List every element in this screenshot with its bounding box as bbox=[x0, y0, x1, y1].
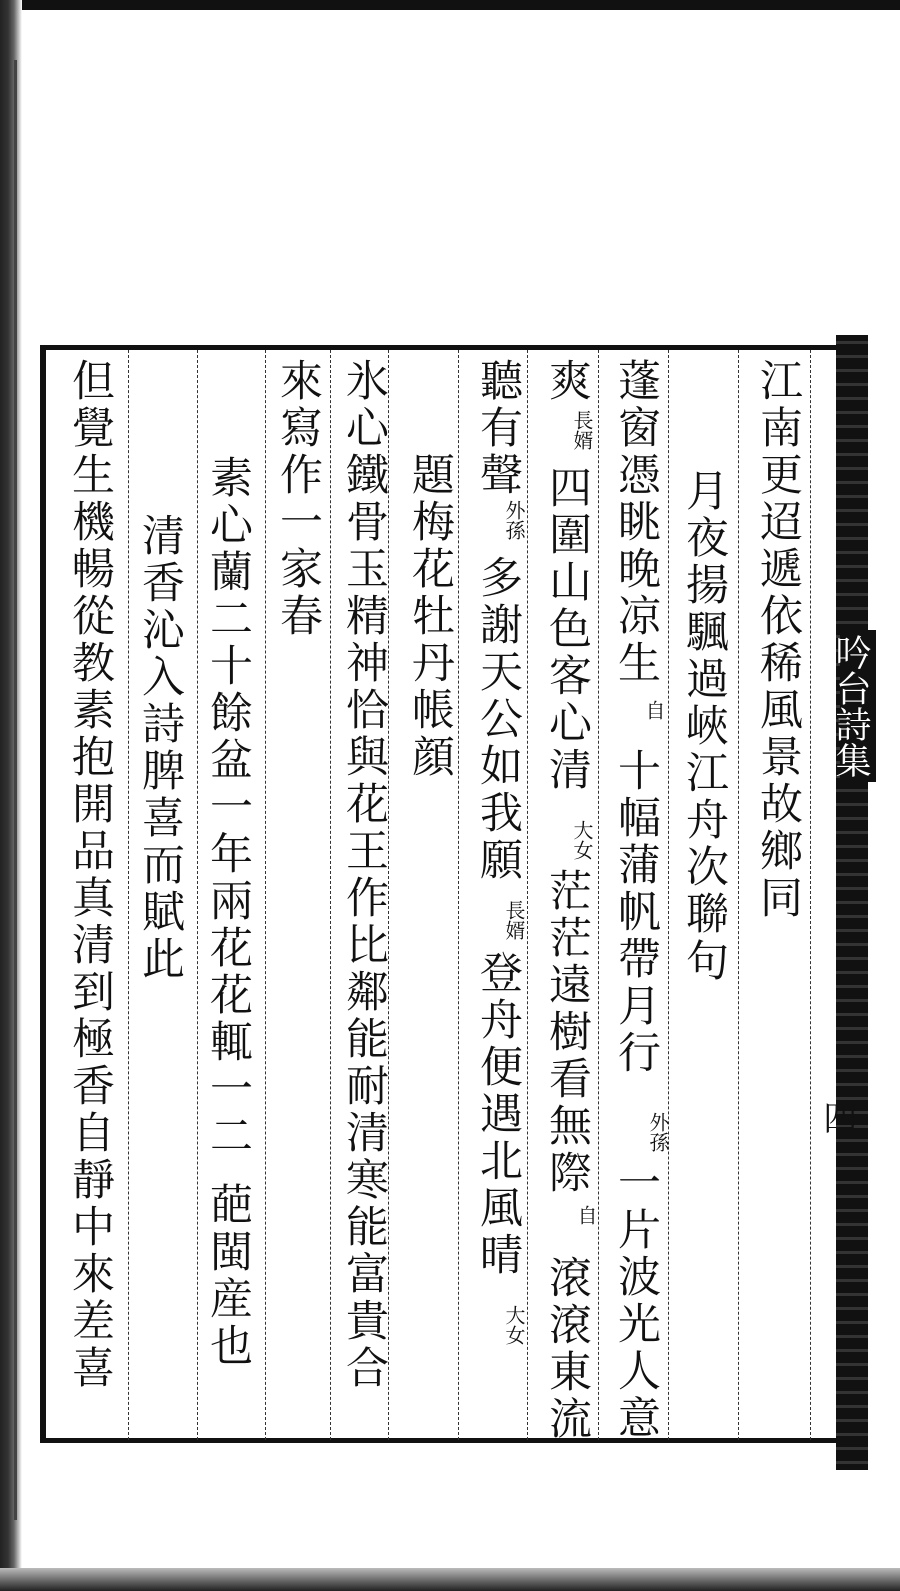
text-column-5a: 聽有聲 bbox=[473, 358, 523, 499]
poem-title-3c: 清香沁入詩脾喜而賦此 bbox=[135, 513, 185, 983]
text-column-1: 江南更迢遞依稀風景故鄉同 bbox=[753, 358, 803, 922]
book-spine bbox=[0, 0, 22, 1591]
column-rule bbox=[458, 350, 459, 1440]
text-column-5c: 登舟便遇北風晴 bbox=[473, 950, 523, 1279]
text-column-4d: 滾滾東流 bbox=[542, 1255, 592, 1443]
page-top-edge bbox=[0, 0, 900, 10]
column-rule bbox=[598, 350, 599, 1440]
text-column-3a: 蓬窗憑眺晚凉生 bbox=[611, 358, 661, 687]
text-column-3c: 一片波光人意 bbox=[611, 1160, 661, 1442]
text-column-4a: 爽 bbox=[542, 358, 592, 405]
spine-line bbox=[14, 60, 17, 1520]
margin-title-tag: 吟台詩集 bbox=[840, 630, 876, 782]
annotation-danv-1: 大女 bbox=[570, 820, 594, 860]
text-column-5b: 多謝天公如我願 bbox=[473, 555, 523, 884]
text-column-4b: 四圍山色客心清 bbox=[542, 465, 592, 794]
annotation-waisun-2: 外孫 bbox=[502, 500, 526, 540]
column-rule bbox=[265, 350, 266, 1440]
poem-title-2: 題梅花牡丹帳顔 bbox=[405, 452, 455, 781]
column-rule bbox=[527, 350, 528, 1440]
poem-title-1: 月夜揚颿過峽江舟次聯句 bbox=[679, 468, 729, 985]
column-rule bbox=[668, 350, 669, 1440]
annotation-waisun-1: 外孫 bbox=[646, 1112, 670, 1152]
annotation-zi-2: 自 bbox=[574, 1205, 598, 1225]
column-rule bbox=[197, 350, 198, 1440]
annotation-zhangxu-2: 長婿 bbox=[502, 900, 526, 940]
text-column-3b: 十幅蒲帆帶月行 bbox=[611, 748, 661, 1077]
text-column-11: 但覺生機暢從教素抱開品真清到極香自靜中來差喜 bbox=[65, 358, 115, 1392]
frame-margin-band bbox=[836, 335, 868, 1470]
column-rule bbox=[810, 350, 811, 1440]
page-bottom-edge bbox=[0, 1568, 900, 1591]
column-rule bbox=[330, 350, 331, 1440]
column-rule bbox=[128, 350, 129, 1440]
annotation-danv-2: 大女 bbox=[502, 1305, 526, 1345]
text-column-8: 來寫作一家春 bbox=[273, 358, 323, 640]
poem-title-3b: 葩閩産也 bbox=[203, 1182, 253, 1370]
text-column-4c: 茫茫遠樹看無際 bbox=[542, 868, 592, 1197]
margin-page-number: 四 bbox=[816, 1100, 857, 1134]
annotation-zi-1: 自 bbox=[642, 700, 666, 720]
poem-title-3a: 素心蘭二十餘盆一年兩花花輒一二 bbox=[203, 455, 253, 1160]
column-rule bbox=[738, 350, 739, 1440]
annotation-zhangxu-1: 長婿 bbox=[570, 410, 594, 450]
text-column-7: 氷心鐵骨玉精神恰與花王作比鄰能耐清寒能富貴合 bbox=[339, 358, 389, 1392]
